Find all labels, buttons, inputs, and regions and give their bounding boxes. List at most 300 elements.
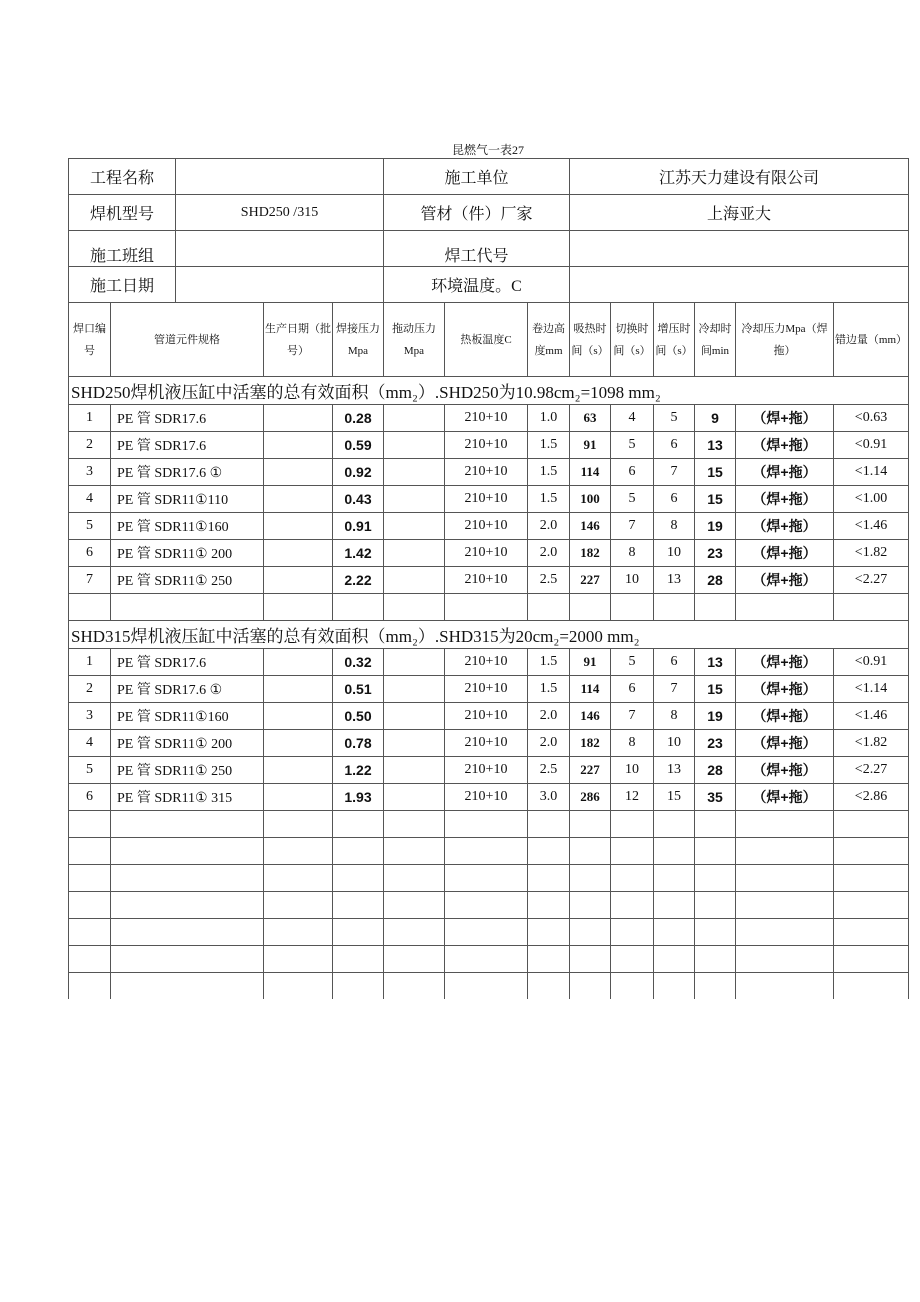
misalignment: <0.91	[834, 432, 909, 459]
misalignment: <1.46	[834, 513, 909, 540]
pipe-spec: PE 管 SDR17.6	[111, 405, 264, 432]
header-pipe-spec: 管道元件规格	[111, 303, 264, 377]
table-row	[69, 459, 909, 486]
heat-time: 91	[570, 649, 611, 676]
bead-height	[528, 919, 570, 946]
plate-temp	[445, 811, 528, 838]
switch-time: 8	[611, 730, 654, 757]
table-row	[69, 703, 909, 730]
table-row	[69, 567, 909, 594]
weld-pressure	[333, 865, 384, 892]
weld-no	[69, 946, 111, 973]
header-misalignment: 错边量（mm）	[834, 303, 909, 377]
heat-time	[570, 973, 611, 1000]
header-plate-temp: 热板温度C	[445, 303, 528, 377]
cool-time	[695, 946, 736, 973]
switch-time	[611, 892, 654, 919]
misalignment: <1.46	[834, 703, 909, 730]
switch-time: 10	[611, 757, 654, 784]
table-row	[69, 649, 909, 676]
temp-field[interactable]	[570, 267, 909, 303]
pressure-time: 10	[654, 540, 695, 567]
plate-temp: 210+10	[445, 486, 528, 513]
table-row	[69, 513, 909, 540]
section-title: SHD315焊机液压缸中活塞的总有效面积（mm₂）.SHD315为20cm₂=2000 mm₂	[69, 621, 909, 649]
batch	[264, 405, 333, 432]
drag-pressure	[384, 892, 445, 919]
pipe-maker-label: 管材（件）厂家	[384, 195, 570, 231]
heat-time: 146	[570, 513, 611, 540]
weld-pressure: 0.28	[333, 405, 384, 432]
weld-no	[69, 865, 111, 892]
batch	[264, 676, 333, 703]
header-weld-no: 焊口编号	[69, 303, 111, 377]
cool-pressure	[736, 973, 834, 1000]
cool-pressure: （焊+拖）	[736, 730, 834, 757]
batch	[264, 784, 333, 811]
cool-pressure	[736, 865, 834, 892]
batch	[264, 919, 333, 946]
drag-pressure	[384, 946, 445, 973]
drag-pressure	[384, 919, 445, 946]
plate-temp: 210+10	[445, 567, 528, 594]
heat-time: 227	[570, 567, 611, 594]
weld-no: 5	[69, 513, 111, 540]
date-field[interactable]	[176, 267, 384, 303]
weld-pressure	[333, 946, 384, 973]
weld-pressure: 0.51	[333, 676, 384, 703]
weld-no: 6	[69, 784, 111, 811]
bead-height	[528, 865, 570, 892]
bead-height: 2.0	[528, 703, 570, 730]
bead-height	[528, 946, 570, 973]
weld-pressure: 0.91	[333, 513, 384, 540]
cool-time: 23	[695, 730, 736, 757]
pipe-maker-field[interactable]: 上海亚大	[570, 195, 909, 231]
batch	[264, 703, 333, 730]
drag-pressure	[384, 405, 445, 432]
table-row	[69, 784, 909, 811]
bead-height: 2.5	[528, 757, 570, 784]
bead-height: 1.5	[528, 432, 570, 459]
misalignment: <0.63	[834, 405, 909, 432]
weld-no: 4	[69, 486, 111, 513]
drag-pressure	[384, 540, 445, 567]
pipe-spec: PE 管 SDR11① 200	[111, 730, 264, 757]
temp-label: 环境温度。C	[384, 267, 570, 303]
pipe-spec	[111, 892, 264, 919]
project-name-label: 工程名称	[69, 159, 176, 195]
switch-time: 12	[611, 784, 654, 811]
weld-no: 3	[69, 703, 111, 730]
info-table	[68, 158, 909, 303]
heat-time	[570, 892, 611, 919]
table-row	[69, 730, 909, 757]
bead-height	[528, 838, 570, 865]
cool-pressure	[736, 838, 834, 865]
batch	[264, 486, 333, 513]
cool-pressure: （焊+拖）	[736, 784, 834, 811]
cool-time: 23	[695, 540, 736, 567]
plate-temp: 210+10	[445, 513, 528, 540]
misalignment: <1.14	[834, 459, 909, 486]
cool-pressure: （焊+拖）	[736, 405, 834, 432]
heat-time: 227	[570, 757, 611, 784]
cool-time: 15	[695, 486, 736, 513]
misalignment	[834, 973, 909, 1000]
contractor-field[interactable]: 江苏天力建设有限公司	[570, 159, 909, 195]
drag-pressure	[384, 865, 445, 892]
weld-no	[69, 838, 111, 865]
batch	[264, 594, 333, 621]
misalignment	[834, 892, 909, 919]
drag-pressure	[384, 973, 445, 1000]
plate-temp	[445, 973, 528, 1000]
cool-pressure: （焊+拖）	[736, 757, 834, 784]
switch-time: 10	[611, 567, 654, 594]
plate-temp: 210+10	[445, 459, 528, 486]
batch	[264, 973, 333, 1000]
drag-pressure	[384, 567, 445, 594]
misalignment: <2.86	[834, 784, 909, 811]
weld-pressure	[333, 838, 384, 865]
cool-time: 15	[695, 676, 736, 703]
team-field[interactable]	[176, 231, 384, 267]
drag-pressure	[384, 594, 445, 621]
header-pressure-time: 增压时间（s）	[654, 303, 695, 377]
header-weld-pressure: 焊接压力Mpa	[333, 303, 384, 377]
drag-pressure	[384, 784, 445, 811]
pressure-time: 6	[654, 486, 695, 513]
cool-pressure: （焊+拖）	[736, 432, 834, 459]
pressure-time	[654, 838, 695, 865]
plate-temp	[445, 892, 528, 919]
cool-time: 28	[695, 567, 736, 594]
welder-code-label: 焊工代号	[384, 231, 570, 267]
plate-temp	[445, 865, 528, 892]
switch-time	[611, 865, 654, 892]
heat-time	[570, 946, 611, 973]
pipe-spec	[111, 946, 264, 973]
cool-time: 13	[695, 432, 736, 459]
drag-pressure	[384, 730, 445, 757]
batch	[264, 811, 333, 838]
switch-time	[611, 919, 654, 946]
plate-temp	[445, 838, 528, 865]
switch-time: 6	[611, 676, 654, 703]
weld-pressure: 1.22	[333, 757, 384, 784]
weld-no: 6	[69, 540, 111, 567]
pressure-time	[654, 973, 695, 1000]
pressure-time: 10	[654, 730, 695, 757]
switch-time: 6	[611, 459, 654, 486]
bead-height: 2.5	[528, 567, 570, 594]
pipe-spec: PE 管 SDR11① 250	[111, 567, 264, 594]
pipe-spec	[111, 594, 264, 621]
pipe-spec: PE 管 SDR17.6	[111, 432, 264, 459]
misalignment: <1.82	[834, 730, 909, 757]
heat-time: 100	[570, 486, 611, 513]
pressure-time: 13	[654, 567, 695, 594]
team-label: 施工班组	[69, 231, 176, 267]
heat-time: 182	[570, 730, 611, 757]
weld-no	[69, 973, 111, 1000]
weld-pressure: 0.92	[333, 459, 384, 486]
table-row	[69, 919, 909, 946]
drag-pressure	[384, 838, 445, 865]
plate-temp	[445, 594, 528, 621]
weld-pressure	[333, 892, 384, 919]
pressure-time: 7	[654, 676, 695, 703]
heat-time: 182	[570, 540, 611, 567]
weld-no	[69, 919, 111, 946]
cool-pressure: （焊+拖）	[736, 486, 834, 513]
switch-time: 4	[611, 405, 654, 432]
cool-pressure: （焊+拖）	[736, 703, 834, 730]
bead-height	[528, 594, 570, 621]
drag-pressure	[384, 676, 445, 703]
weld-pressure: 0.59	[333, 432, 384, 459]
bead-height: 2.0	[528, 540, 570, 567]
header-bead-height: 卷边高度mm	[528, 303, 570, 377]
cool-pressure	[736, 594, 834, 621]
header-row	[69, 303, 909, 377]
pressure-time: 8	[654, 703, 695, 730]
weld-no: 1	[69, 649, 111, 676]
weld-no: 3	[69, 459, 111, 486]
cool-pressure	[736, 811, 834, 838]
misalignment: <1.14	[834, 676, 909, 703]
plate-temp	[445, 946, 528, 973]
cool-time	[695, 838, 736, 865]
heat-time: 114	[570, 459, 611, 486]
cool-time: 19	[695, 703, 736, 730]
plate-temp: 210+10	[445, 757, 528, 784]
misalignment	[834, 594, 909, 621]
pressure-time	[654, 811, 695, 838]
pipe-spec: PE 管 SDR11① 315	[111, 784, 264, 811]
switch-time: 7	[611, 513, 654, 540]
pressure-time	[654, 946, 695, 973]
cool-time: 9	[695, 405, 736, 432]
pipe-spec	[111, 973, 264, 1000]
heat-time	[570, 811, 611, 838]
misalignment: <1.82	[834, 540, 909, 567]
pressure-time	[654, 892, 695, 919]
batch	[264, 459, 333, 486]
heat-time: 63	[570, 405, 611, 432]
table-row	[69, 405, 909, 432]
table-row	[69, 811, 909, 838]
contractor-label: 施工单位	[384, 159, 570, 195]
cool-pressure	[736, 892, 834, 919]
cool-pressure: （焊+拖）	[736, 513, 834, 540]
cool-time	[695, 594, 736, 621]
plate-temp: 210+10	[445, 784, 528, 811]
pressure-time: 15	[654, 784, 695, 811]
plate-temp: 210+10	[445, 676, 528, 703]
header-cool-pressure: 冷却压力Mpa（焊拖）	[736, 303, 834, 377]
pipe-spec: PE 管 SDR11①160	[111, 513, 264, 540]
plate-temp: 210+10	[445, 649, 528, 676]
weld-pressure: 0.32	[333, 649, 384, 676]
switch-time	[611, 811, 654, 838]
cool-pressure: （焊+拖）	[736, 540, 834, 567]
weld-no	[69, 811, 111, 838]
bead-height	[528, 892, 570, 919]
weld-pressure	[333, 811, 384, 838]
pressure-time: 6	[654, 432, 695, 459]
section-title: SHD250焊机液压缸中活塞的总有效面积（mm₂）.SHD250为10.98cm₂=1098 mm₂	[69, 377, 909, 405]
switch-time	[611, 946, 654, 973]
cool-time	[695, 919, 736, 946]
header-batch: 生产日期（批号）	[264, 303, 333, 377]
date-label: 施工日期	[69, 267, 176, 303]
misalignment: <1.00	[834, 486, 909, 513]
pressure-time	[654, 919, 695, 946]
plate-temp	[445, 919, 528, 946]
weld-pressure: 0.50	[333, 703, 384, 730]
bead-height: 2.0	[528, 730, 570, 757]
cool-pressure	[736, 946, 834, 973]
bead-height: 3.0	[528, 784, 570, 811]
cool-pressure: （焊+拖）	[736, 676, 834, 703]
header-heat-time: 吸热时间（s）	[570, 303, 611, 377]
misalignment	[834, 919, 909, 946]
batch	[264, 432, 333, 459]
switch-time: 5	[611, 486, 654, 513]
weld-no	[69, 892, 111, 919]
weld-pressure: 1.93	[333, 784, 384, 811]
pipe-spec: PE 管 SDR11① 200	[111, 540, 264, 567]
cool-time	[695, 811, 736, 838]
machine-label: 焊机型号	[69, 195, 176, 231]
cool-time: 15	[695, 459, 736, 486]
switch-time: 5	[611, 649, 654, 676]
pipe-spec	[111, 838, 264, 865]
weld-no: 5	[69, 757, 111, 784]
pipe-spec: PE 管 SDR11①160	[111, 703, 264, 730]
cool-pressure	[736, 919, 834, 946]
weld-pressure	[333, 919, 384, 946]
cool-pressure: （焊+拖）	[736, 567, 834, 594]
project-name-field[interactable]	[176, 159, 384, 195]
batch	[264, 892, 333, 919]
heat-time: 114	[570, 676, 611, 703]
weld-pressure	[333, 973, 384, 1000]
misalignment	[834, 838, 909, 865]
drag-pressure	[384, 811, 445, 838]
welder-code-field[interactable]	[570, 231, 909, 267]
batch	[264, 865, 333, 892]
misalignment	[834, 811, 909, 838]
header-drag-pressure: 拖动压力Mpa	[384, 303, 445, 377]
cool-time	[695, 973, 736, 1000]
switch-time: 5	[611, 432, 654, 459]
weld-pressure: 1.42	[333, 540, 384, 567]
cool-pressure: （焊+拖）	[736, 649, 834, 676]
batch	[264, 757, 333, 784]
heat-time	[570, 594, 611, 621]
switch-time	[611, 838, 654, 865]
pipe-spec: PE 管 SDR17.6 ①	[111, 676, 264, 703]
drag-pressure	[384, 703, 445, 730]
batch	[264, 567, 333, 594]
switch-time	[611, 594, 654, 621]
pressure-time: 13	[654, 757, 695, 784]
weld-no: 7	[69, 567, 111, 594]
cool-time: 28	[695, 757, 736, 784]
plate-temp: 210+10	[445, 432, 528, 459]
bead-height: 1.5	[528, 649, 570, 676]
pipe-spec	[111, 865, 264, 892]
weld-no: 4	[69, 730, 111, 757]
weld-pressure: 2.22	[333, 567, 384, 594]
bead-height: 1.0	[528, 405, 570, 432]
plate-temp: 210+10	[445, 405, 528, 432]
batch	[264, 649, 333, 676]
plate-temp: 210+10	[445, 703, 528, 730]
bead-height: 1.5	[528, 676, 570, 703]
weld-no: 2	[69, 676, 111, 703]
pressure-time	[654, 594, 695, 621]
weld-pressure	[333, 594, 384, 621]
misalignment	[834, 946, 909, 973]
form-title: 昆燃气一表27	[451, 143, 524, 157]
table-row	[69, 973, 909, 1000]
pipe-spec: PE 管 SDR17.6 ①	[111, 459, 264, 486]
table-row	[69, 865, 909, 892]
weld-no: 2	[69, 432, 111, 459]
switch-time	[611, 973, 654, 1000]
weld-pressure: 0.43	[333, 486, 384, 513]
batch	[264, 540, 333, 567]
table-row	[69, 486, 909, 513]
pipe-spec: PE 管 SDR11① 250	[111, 757, 264, 784]
pressure-time: 6	[654, 649, 695, 676]
heat-time: 91	[570, 432, 611, 459]
heat-time	[570, 865, 611, 892]
table-row	[69, 757, 909, 784]
weld-no: 1	[69, 405, 111, 432]
weld-parameter-table	[68, 302, 909, 999]
table-row	[69, 594, 909, 621]
table-row	[69, 838, 909, 865]
cool-time	[695, 865, 736, 892]
drag-pressure	[384, 649, 445, 676]
pressure-time	[654, 865, 695, 892]
pipe-spec	[111, 811, 264, 838]
cool-time	[695, 892, 736, 919]
heat-time	[570, 838, 611, 865]
drag-pressure	[384, 486, 445, 513]
misalignment: <2.27	[834, 567, 909, 594]
table-row	[69, 676, 909, 703]
table-row	[69, 540, 909, 567]
drag-pressure	[384, 459, 445, 486]
header-cool-time: 冷却时间min	[695, 303, 736, 377]
header-switch-time: 切换时间（s）	[611, 303, 654, 377]
table-row	[69, 432, 909, 459]
weld-pressure: 0.78	[333, 730, 384, 757]
pipe-spec: PE 管 SDR17.6	[111, 649, 264, 676]
misalignment	[834, 865, 909, 892]
machine-field[interactable]: SHD250 /315	[176, 195, 384, 231]
batch	[264, 946, 333, 973]
table-row	[69, 946, 909, 973]
section-row	[69, 621, 909, 649]
pressure-time: 5	[654, 405, 695, 432]
